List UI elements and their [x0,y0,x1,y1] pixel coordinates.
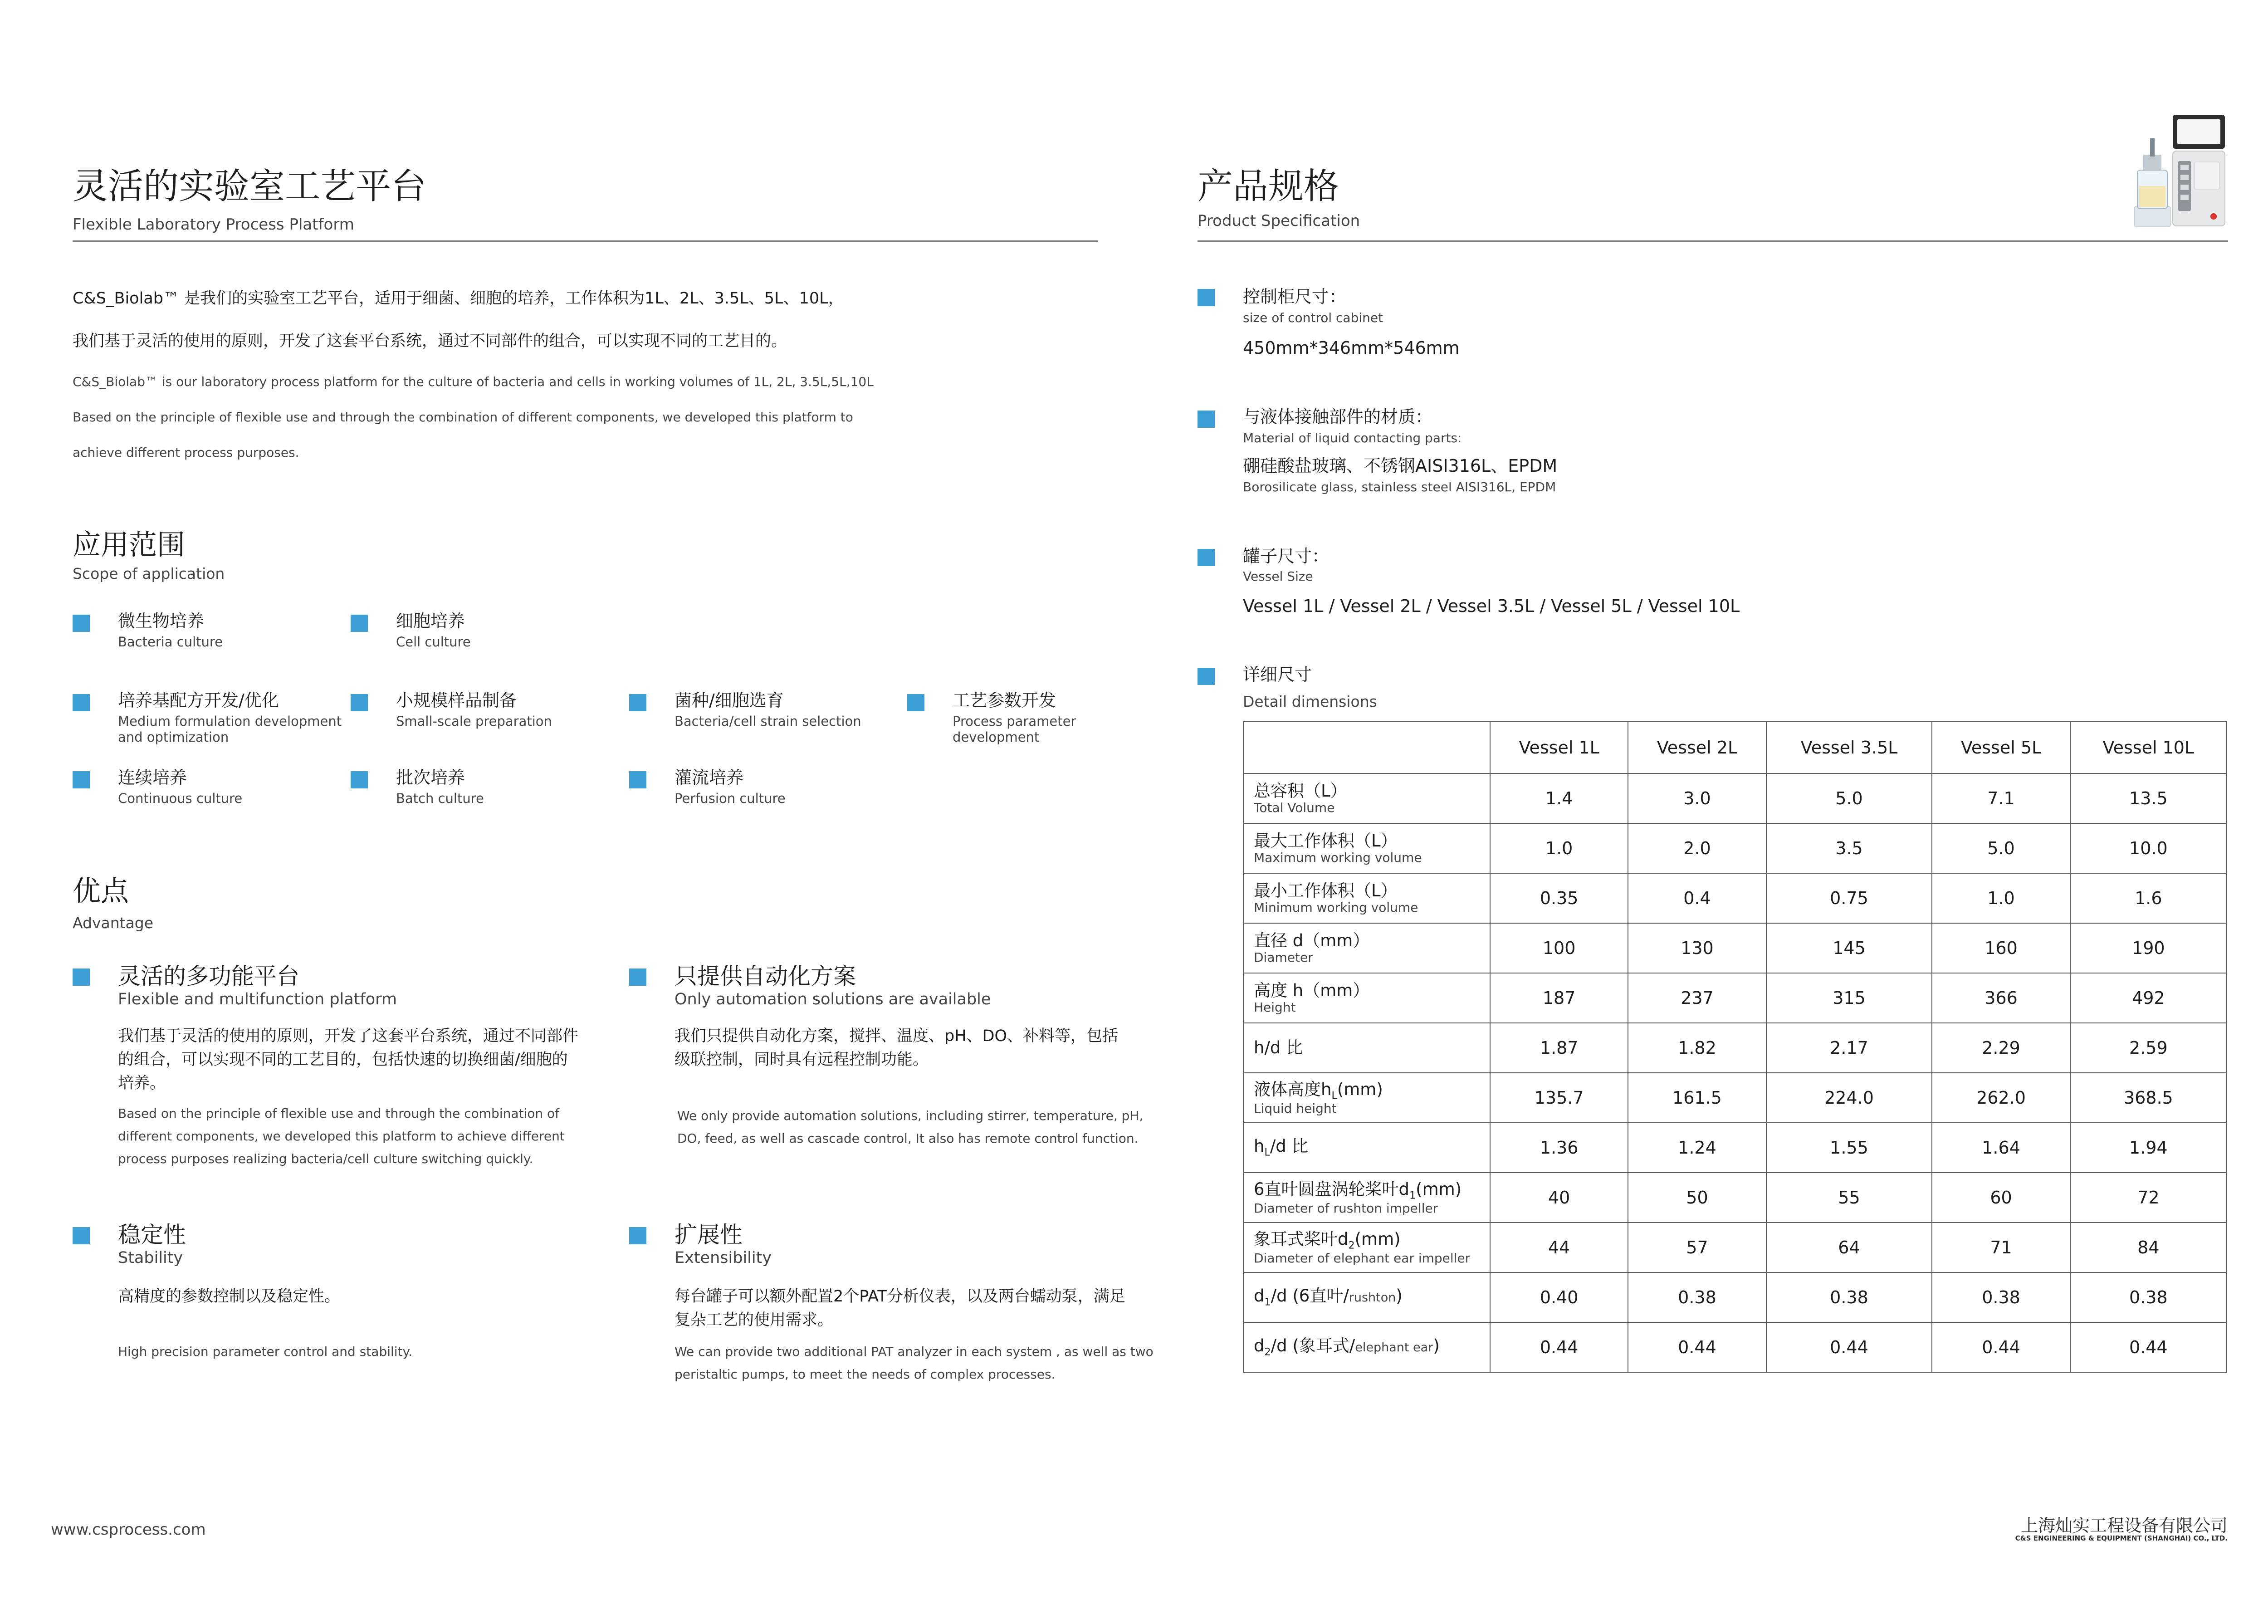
table-cell: 1.94 [2070,1123,2227,1173]
table-cell: 224.0 [1766,1073,1932,1123]
scope-item-zh: 菌种/细胞选育 [675,690,784,710]
spec-label-zh: 控制柜尺寸： [1243,287,1347,307]
table-cell: 0.44 [1766,1322,1932,1372]
table-cell: 40 [1490,1173,1628,1223]
scope-item-zh: 小规模样品制备 [396,690,517,710]
bullet-square-icon [351,615,368,632]
row-label [1243,1223,1490,1272]
spec-value: Vessel 1L / Vessel 2L / Vessel 3.5L / Vessel 5L / Vessel 10L [1243,596,1740,616]
advantage-body-zh: 我们基于灵活的使用的原则，开发了这套平台系统，通过不同部件的组合，可以实现不同的工艺目的，包括快速的切换细菌/细胞的培养。 [118,1027,579,1092]
intro-zh-line-1: C&S_Biolab™ 是我们的实验室工艺平台，适用于细菌、细胞的培养，工作体积为1L、2L、3.5L、5L、10L， [73,289,844,308]
company-name-en: C&S ENGINEERING & EQUIPMENT (SHANGHAI) CO., LTD. [2015,1534,2228,1542]
table-cell: 0.38 [2070,1272,2227,1322]
table-cell: 5.0 [1932,823,2070,873]
company-name-zh: 上海灿实工程设备有限公司 [2020,1516,2228,1536]
advantage-body-zh: 每台罐子可以额外配置2个PAT分析仪表，以及两台蠕动泵，满足复杂工艺的使用需求。 [675,1287,1125,1329]
spec-value: 450mm*346mm*546mm [1243,338,1460,358]
table-cell: 3.5 [1766,823,1932,873]
spec-value-en: Borosilicate glass, stainless steel AISI316L, EPDM [1243,479,1556,494]
scope-subtitle: Scope of application [73,565,225,582]
table-row [1243,1023,2227,1073]
row-label [1243,1272,1490,1322]
table-header-row [1243,722,2227,773]
vessel-base-icon [2134,206,2170,227]
bullet-square-icon [351,771,368,788]
advantage-body-zh: 高精度的参数控制以及稳定性。 [118,1287,341,1306]
bullet-square-icon [629,694,646,711]
bullet-square-icon [73,1227,90,1244]
bullet-square-icon [73,615,90,632]
advantage-item-en: Only automation solutions are available [675,990,991,1008]
table-cell: 60 [1932,1173,2070,1223]
scope-item-zh: 微生物培养 [118,611,205,631]
scope-item-zh: 工艺参数开发 [953,690,1056,710]
bullet-square-icon [907,694,924,711]
bullet-square-icon [1198,289,1215,306]
row-label-en: Minimum working volume [1254,900,1418,915]
bullet-square-icon [629,969,646,986]
bullet-square-icon [1198,549,1215,566]
intro-en-line-3: achieve different process purposes. [73,445,299,460]
scope-item-en: Cell culture [396,634,471,650]
scope-item-en: Bacteria culture [118,634,223,650]
table-cell: 0.75 [1766,873,1932,923]
advantage-body-en: High precision parameter control and stability. [118,1344,413,1359]
table-header-corner [1243,722,1490,773]
table-row [1243,823,2227,873]
table-cell: 1.36 [1490,1123,1628,1173]
advantage-item-en: Flexible and multifunction platform [118,990,397,1008]
table-cell: 1.55 [1766,1123,1932,1173]
table-cell: 0.44 [1490,1322,1628,1372]
row-label-zh: $h_L/d$ 比 [1254,1136,1309,1159]
table-cell: 100 [1490,923,1628,973]
spec-label-en: Material of liquid contacting parts: [1243,430,1462,445]
table-cell: 145 [1766,923,1932,973]
table-cell: 1.6 [2070,873,2227,923]
row-label-en: Total Volume [1254,800,1335,815]
table-cell: 1.24 [1628,1123,1766,1173]
scope-item-en: Process parameter development [953,714,1076,745]
table-cell: 0.44 [2070,1322,2227,1372]
table-cell: 237 [1628,973,1766,1023]
row-label [1243,973,1490,1023]
row-label [1243,1073,1490,1123]
row-label-en: Diameter of rushton impeller [1254,1200,1438,1216]
table-cell: 315 [1766,973,1932,1023]
advantage-item-zh: 稳定性 [118,1222,186,1248]
table-cell: 366 [1932,973,2070,1023]
bioreactor-illustration [2109,111,2227,229]
table-cell: 130 [1628,923,1766,973]
table-row [1243,1272,2227,1322]
table-header-cell: Vessel 1L [1490,722,1628,773]
advantage-body-en: We only provide automation solutions, including stirrer, temperature, pH, DO, feed, as well as cascade control, It also has remote control function. [677,1108,1144,1146]
row-label-zh: h/d 比 [1254,1037,1303,1057]
advantage-body-en: Based on the principle of flexible use and through the combination of different components, we developed this platform to achieve different process purposes realizing bacteria/cell culture switching quickly. [118,1106,565,1166]
advantage-item-zh: 只提供自动化方案 [675,963,856,989]
advantage-item-zh: 灵活的多功能平台 [118,963,299,989]
table-cell: 64 [1766,1223,1932,1272]
row-label-en: Liquid height [1254,1101,1337,1116]
scope-item-en: Bacteria/cell strain selection [675,714,861,729]
table-cell: 0.4 [1628,873,1766,923]
dimensions-table [1243,721,2227,1373]
table-cell: 135.7 [1490,1073,1628,1123]
row-label-zh: 象耳式桨叶$d_2(mm)$ [1254,1229,1401,1252]
table-cell: 1.0 [1490,823,1628,873]
table-cell: 13.5 [2070,773,2227,823]
table-header-cell: Vessel 5L [1932,722,2070,773]
table-cell: 190 [2070,923,2227,973]
website-link[interactable]: www.csprocess.com [51,1521,206,1539]
row-label-zh: $d_1/d$ (6直叶/rushton) [1254,1286,1403,1308]
row-label [1243,1023,1490,1073]
table-cell: 161.5 [1628,1073,1766,1123]
table-cell: 0.40 [1490,1272,1628,1322]
bullet-square-icon [1198,668,1215,685]
scope-item-zh: 连续培养 [118,768,187,788]
row-label [1243,1322,1490,1372]
row-label-zh: 总容积（L） [1254,781,1347,801]
table-cell: 2.17 [1766,1023,1932,1073]
table-cell: 262.0 [1932,1073,2070,1123]
bullet-square-icon [73,771,90,788]
advantage-item-en: Extensibility [675,1249,772,1267]
row-label-zh: 最小工作体积（L） [1254,881,1398,901]
spec-title-divider [1198,240,2228,242]
table-row [1243,1123,2227,1173]
advantage-body-zh: 我们只提供自动化方案，搅拌、温度、pH、DO、补料等，包括级联控制，同时具有远程控制功能。 [675,1027,1119,1069]
bullet-square-icon [73,969,90,986]
table-row [1243,873,2227,923]
scope-item-en: Medium formulation development and optimization [118,714,342,745]
row-label [1243,773,1490,823]
scope-item-en: Batch culture [396,791,484,806]
row-label [1243,923,1490,973]
table-cell: 0.38 [1766,1272,1932,1322]
scope-item-zh: 灌流培养 [675,768,744,788]
table-cell: 2.59 [2070,1023,2227,1073]
intro-zh-line-2: 我们基于灵活的使用的原则，开发了这套平台系统，通过不同部件的组合，可以实现不同的工艺目的。 [73,332,787,350]
table-cell: 0.38 [1628,1272,1766,1322]
table-cell: 0.44 [1932,1322,2070,1372]
table-cell: 1.82 [1628,1023,1766,1073]
page-subtitle: Flexible Laboratory Process Platform [73,215,354,234]
table-cell: 72 [2070,1173,2227,1223]
table-cell: 1.87 [1490,1023,1628,1073]
bullet-square-icon [629,771,646,788]
table-cell: 57 [1628,1223,1766,1272]
table-cell: 1.0 [1932,873,2070,923]
table-cell: 368.5 [2070,1073,2227,1123]
advantage-subtitle: Advantage [73,914,154,932]
table-cell: 492 [2070,973,2227,1023]
table-cell: 3.0 [1628,773,1766,823]
table-row [1243,773,2227,823]
row-label-en: Height [1254,999,1296,1015]
table-cell: 2.0 [1628,823,1766,873]
advantage-item-en: Stability [118,1249,183,1267]
row-label-en: Maximum working volume [1254,850,1422,865]
advantage-body-en: We can provide two additional PAT analyzer in each system , as well as two peristaltic pumps, to meet the needs of complex processes. [675,1344,1154,1382]
spec-label-en: Detail dimensions [1243,693,1377,710]
intro-en-line-2: Based on the principle of flexible use and through the combination of different components, we developed this platform to [73,410,853,425]
intro-en-line-1: C&S_Biolab™ is our laboratory process platform for the culture of bacteria and cells in working volumes of 1L, 2L, 3.5L,5L,10L [73,374,874,389]
row-label [1243,873,1490,923]
bullet-square-icon [629,1227,646,1244]
table-row [1243,1173,2227,1223]
title-divider [73,240,1098,242]
table-cell: 50 [1628,1173,1766,1223]
scope-item-zh: 批次培养 [396,768,465,788]
row-label-en: Diameter [1254,949,1313,965]
table-cell: 1.64 [1932,1123,2070,1173]
advantage-item-zh: 扩展性 [675,1222,743,1248]
page-title: 灵活的实验室工艺平台 [73,166,427,207]
row-label-en: Diameter of elephant ear impeller [1254,1250,1471,1266]
table-cell: 160 [1932,923,2070,973]
table-cell: 0.38 [1932,1272,2070,1322]
advantage-title: 优点 [73,874,129,907]
table-row [1243,1322,2227,1372]
table-cell: 10.0 [2070,823,2227,873]
table-cell: 55 [1766,1173,1932,1223]
row-label-zh: 直径 d（mm） [1254,931,1370,951]
spec-label-zh: 与液体接触部件的材质： [1243,407,1433,427]
scope-item-zh: 培养基配方开发/优化 [118,690,279,710]
table-header-cell: Vessel 10L [2070,722,2227,773]
row-label-zh: 高度 h（mm） [1254,981,1370,1001]
scope-item-zh: 细胞培养 [396,611,465,631]
spec-label-en: Vessel Size [1243,569,1313,584]
bullet-square-icon [73,694,90,711]
spec-value: 硼硅酸盐玻璃、不锈钢AISI316L、EPDM [1243,456,1558,476]
spec-label-en: size of control cabinet [1243,310,1383,325]
scope-title: 应用范围 [73,528,186,561]
table-cell: 0.35 [1490,873,1628,923]
table-cell: 187 [1490,973,1628,1023]
scope-item-en: Perfusion culture [675,791,786,806]
table-row [1243,1073,2227,1123]
row-label-zh: 6直叶圆盘涡轮桨叶$d_1(mm)$ [1254,1179,1462,1202]
spec-label-zh: 罐子尺寸： [1243,546,1330,566]
spec-page-title: 产品规格 [1198,166,1339,207]
row-label-zh: 液体高度$h_L(mm)$ [1254,1079,1383,1102]
table-row [1243,973,2227,1023]
spec-label-zh: 详细尺寸 [1243,665,1312,685]
table-cell: 71 [1932,1223,2070,1272]
row-label [1243,1123,1490,1173]
row-label-zh: $d_2/d$ (象耳式/elephant ear) [1254,1336,1440,1358]
bullet-square-icon [1198,411,1215,428]
bullet-square-icon [351,694,368,711]
table-row [1243,1223,2227,1272]
table-row [1243,923,2227,973]
row-label [1243,1173,1490,1223]
table-cell: 7.1 [1932,773,2070,823]
scope-item-en: Small-scale preparation [396,714,552,729]
table-cell: 84 [2070,1223,2227,1272]
table-cell: 44 [1490,1223,1628,1272]
table-header-cell: Vessel 3.5L [1766,722,1932,773]
table-cell: 5.0 [1766,773,1932,823]
table-cell: 1.4 [1490,773,1628,823]
scope-item-en: Continuous culture [118,791,243,806]
spec-page-subtitle: Product Specification [1198,212,1360,230]
row-label-zh: 最大工作体积（L） [1254,831,1398,851]
table-cell: 0.44 [1628,1322,1766,1372]
table-header-cell: Vessel 2L [1628,722,1766,773]
table-cell: 2.29 [1932,1023,2070,1073]
row-label [1243,823,1490,873]
